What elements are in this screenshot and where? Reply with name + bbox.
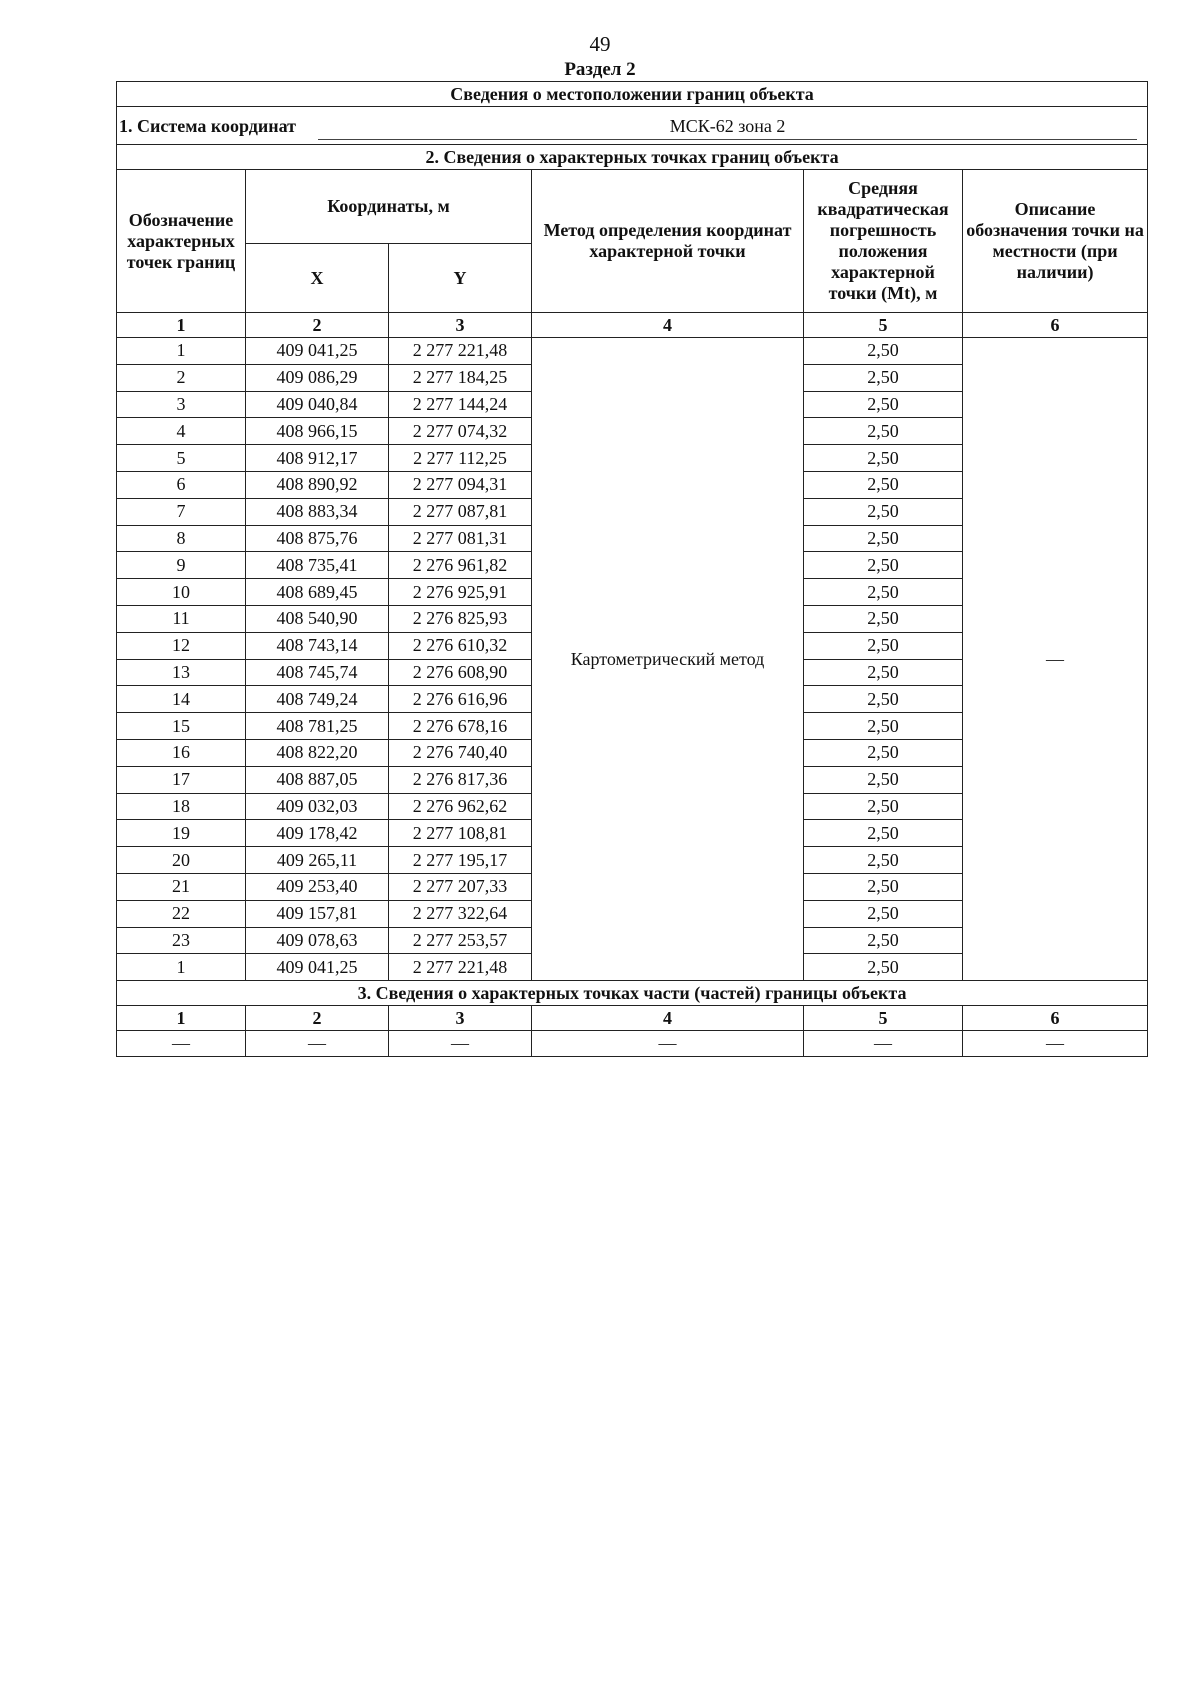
coord-x: 409 041,25 — [246, 338, 389, 365]
coord-x: 408 745,74 — [246, 659, 389, 686]
section3-col-number-5: 5 — [804, 1006, 963, 1031]
mt-value: 2,50 — [804, 338, 963, 365]
header-method: Метод определения координат характерной точки — [532, 170, 804, 313]
coord-x: 408 875,76 — [246, 525, 389, 552]
mt-value: 2,50 — [804, 391, 963, 418]
mt-value: 2,50 — [804, 713, 963, 740]
main-title-row — [117, 82, 1148, 107]
section3-cell-3: — — [389, 1031, 532, 1057]
coord-x: 409 041,25 — [246, 954, 389, 981]
mt-value: 2,50 — [804, 364, 963, 391]
coord-x: 408 883,34 — [246, 498, 389, 525]
point-number: 4 — [117, 418, 246, 445]
coord-y: 2 277 081,31 — [389, 525, 532, 552]
point-number: 10 — [117, 579, 246, 606]
coord-y: 2 276 961,82 — [389, 552, 532, 579]
point-number: 2 — [117, 364, 246, 391]
coord-x: 408 822,20 — [246, 739, 389, 766]
coord-y: 2 277 087,81 — [389, 498, 532, 525]
point-number: 19 — [117, 820, 246, 847]
header-error: Средняя квадратическая погрешность положения характерной точки (Mt), м — [804, 170, 963, 313]
point-number: 11 — [117, 605, 246, 632]
description-cell: — — [963, 338, 1148, 981]
mt-value: 2,50 — [804, 471, 963, 498]
coord-x: 408 743,14 — [246, 632, 389, 659]
mt-value: 2,50 — [804, 498, 963, 525]
col-number-6: 6 — [963, 313, 1148, 338]
page-number: 49 — [589, 32, 611, 56]
coord-x: 409 032,03 — [246, 793, 389, 820]
mt-value: 2,50 — [804, 686, 963, 713]
point-number: 6 — [117, 471, 246, 498]
point-number: 13 — [117, 659, 246, 686]
section3-col-number-4: 4 — [532, 1006, 804, 1031]
subsection2-title-row — [117, 145, 1148, 170]
column-numbers-row — [117, 313, 1148, 338]
section3-col-number-1: 1 — [117, 1006, 246, 1031]
mt-value: 2,50 — [804, 873, 963, 900]
point-number: 22 — [117, 900, 246, 927]
coord-y: 2 276 616,96 — [389, 686, 532, 713]
coord-system-row — [117, 107, 1148, 145]
coord-y: 2 276 925,91 — [389, 579, 532, 606]
header-y: Y — [389, 244, 532, 313]
point-number: 5 — [117, 445, 246, 472]
header-x: X — [246, 244, 389, 313]
point-number: 1 — [117, 954, 246, 981]
coord-x: 409 178,42 — [246, 820, 389, 847]
coord-y: 2 277 221,48 — [389, 954, 532, 981]
point-number: 15 — [117, 713, 246, 740]
col-number-1: 1 — [117, 313, 246, 338]
coord-x: 409 078,63 — [246, 927, 389, 954]
point-number: 20 — [117, 847, 246, 874]
mt-value: 2,50 — [804, 793, 963, 820]
coord-y: 2 277 112,25 — [389, 445, 532, 472]
section3-column-numbers-row — [117, 1006, 1148, 1031]
coord-y: 2 277 195,17 — [389, 847, 532, 874]
section3-cell-1: — — [117, 1031, 246, 1057]
section3-col-number-6: 6 — [963, 1006, 1148, 1031]
section3-cell-6: — — [963, 1031, 1148, 1057]
point-number: 17 — [117, 766, 246, 793]
section3-col-number-2: 2 — [246, 1006, 389, 1031]
point-number: 21 — [117, 873, 246, 900]
coord-y: 2 277 144,24 — [389, 391, 532, 418]
coord-y: 2 277 221,48 — [389, 338, 532, 365]
mt-value: 2,50 — [804, 766, 963, 793]
point-number: 7 — [117, 498, 246, 525]
coord-x: 408 540,90 — [246, 605, 389, 632]
coord-x: 408 912,17 — [246, 445, 389, 472]
section3-data-row — [117, 1031, 1148, 1057]
point-number: 8 — [117, 525, 246, 552]
coord-y: 2 277 094,31 — [389, 471, 532, 498]
mt-value: 2,50 — [804, 954, 963, 981]
point-number: 9 — [117, 552, 246, 579]
mt-value: 2,50 — [804, 445, 963, 472]
point-number: 16 — [117, 739, 246, 766]
coord-y: 2 276 740,40 — [389, 739, 532, 766]
section3-cell-5: — — [804, 1031, 963, 1057]
coord-x: 409 265,11 — [246, 847, 389, 874]
point-number: 14 — [117, 686, 246, 713]
coord-x: 408 887,05 — [246, 766, 389, 793]
point-number: 23 — [117, 927, 246, 954]
coord-y: 2 277 074,32 — [389, 418, 532, 445]
table-row — [117, 338, 1148, 365]
mt-value: 2,50 — [804, 927, 963, 954]
mt-value: 2,50 — [804, 847, 963, 874]
coord-x: 408 781,25 — [246, 713, 389, 740]
coord-y: 2 276 962,62 — [389, 793, 532, 820]
coord-x: 409 040,84 — [246, 391, 389, 418]
header-point: Обозначение характерных точек границ — [117, 170, 246, 313]
subsection2-title: 2. Сведения о характерных точках границ объекта — [117, 145, 1148, 170]
coord-y: 2 277 253,57 — [389, 927, 532, 954]
mt-value: 2,50 — [804, 525, 963, 552]
subsection3-title-row — [117, 981, 1148, 1006]
mt-value: 2,50 — [804, 739, 963, 766]
main-title: Сведения о местоположении границ объекта — [117, 82, 1148, 107]
point-number: 18 — [117, 793, 246, 820]
coord-x: 409 253,40 — [246, 873, 389, 900]
header-coords: Координаты, м — [246, 170, 532, 244]
coord-y: 2 277 207,33 — [389, 873, 532, 900]
coord-y: 2 276 610,32 — [389, 632, 532, 659]
mt-value: 2,50 — [804, 659, 963, 686]
col-number-2: 2 — [246, 313, 389, 338]
section3-col-number-3: 3 — [389, 1006, 532, 1031]
mt-value: 2,50 — [804, 418, 963, 445]
section3-cell-2: — — [246, 1031, 389, 1057]
coord-y: 2 277 108,81 — [389, 820, 532, 847]
point-number: 1 — [117, 338, 246, 365]
mt-value: 2,50 — [804, 579, 963, 606]
mt-value: 2,50 — [804, 605, 963, 632]
mt-value: 2,50 — [804, 552, 963, 579]
boundary-table — [116, 81, 1148, 1057]
coord-x: 408 890,92 — [246, 471, 389, 498]
coord-x: 409 086,29 — [246, 364, 389, 391]
header-row-1 — [117, 170, 1148, 244]
coord-y: 2 276 825,93 — [389, 605, 532, 632]
mt-value: 2,50 — [804, 900, 963, 927]
coord-y: 2 276 608,90 — [389, 659, 532, 686]
mt-value: 2,50 — [804, 632, 963, 659]
coord-y: 2 277 184,25 — [389, 364, 532, 391]
point-number: 3 — [117, 391, 246, 418]
coord-y: 2 277 322,64 — [389, 900, 532, 927]
point-number: 12 — [117, 632, 246, 659]
section-title: Раздел 2 — [564, 59, 636, 80]
col-number-4: 4 — [532, 313, 804, 338]
coord-x: 408 966,15 — [246, 418, 389, 445]
coord-x: 409 157,81 — [246, 900, 389, 927]
coord-x: 408 749,24 — [246, 686, 389, 713]
method-cell: Картометрический метод — [532, 338, 804, 981]
section3-cell-4: — — [532, 1031, 804, 1057]
coord-x: 408 689,45 — [246, 579, 389, 606]
mt-value: 2,50 — [804, 820, 963, 847]
col-number-3: 3 — [389, 313, 532, 338]
subsection3-title: 3. Сведения о характерных точках части (частей) границы объекта — [117, 981, 1148, 1006]
header-description: Описание обозначения точки на местности (при наличии) — [963, 170, 1148, 313]
coord-x: 408 735,41 — [246, 552, 389, 579]
col-number-5: 5 — [804, 313, 963, 338]
coord-y: 2 276 817,36 — [389, 766, 532, 793]
coord-system-label: 1. Система координат — [119, 115, 296, 136]
coord-system-value: МСК-62 зона 2 — [318, 116, 1137, 140]
coord-y: 2 276 678,16 — [389, 713, 532, 740]
